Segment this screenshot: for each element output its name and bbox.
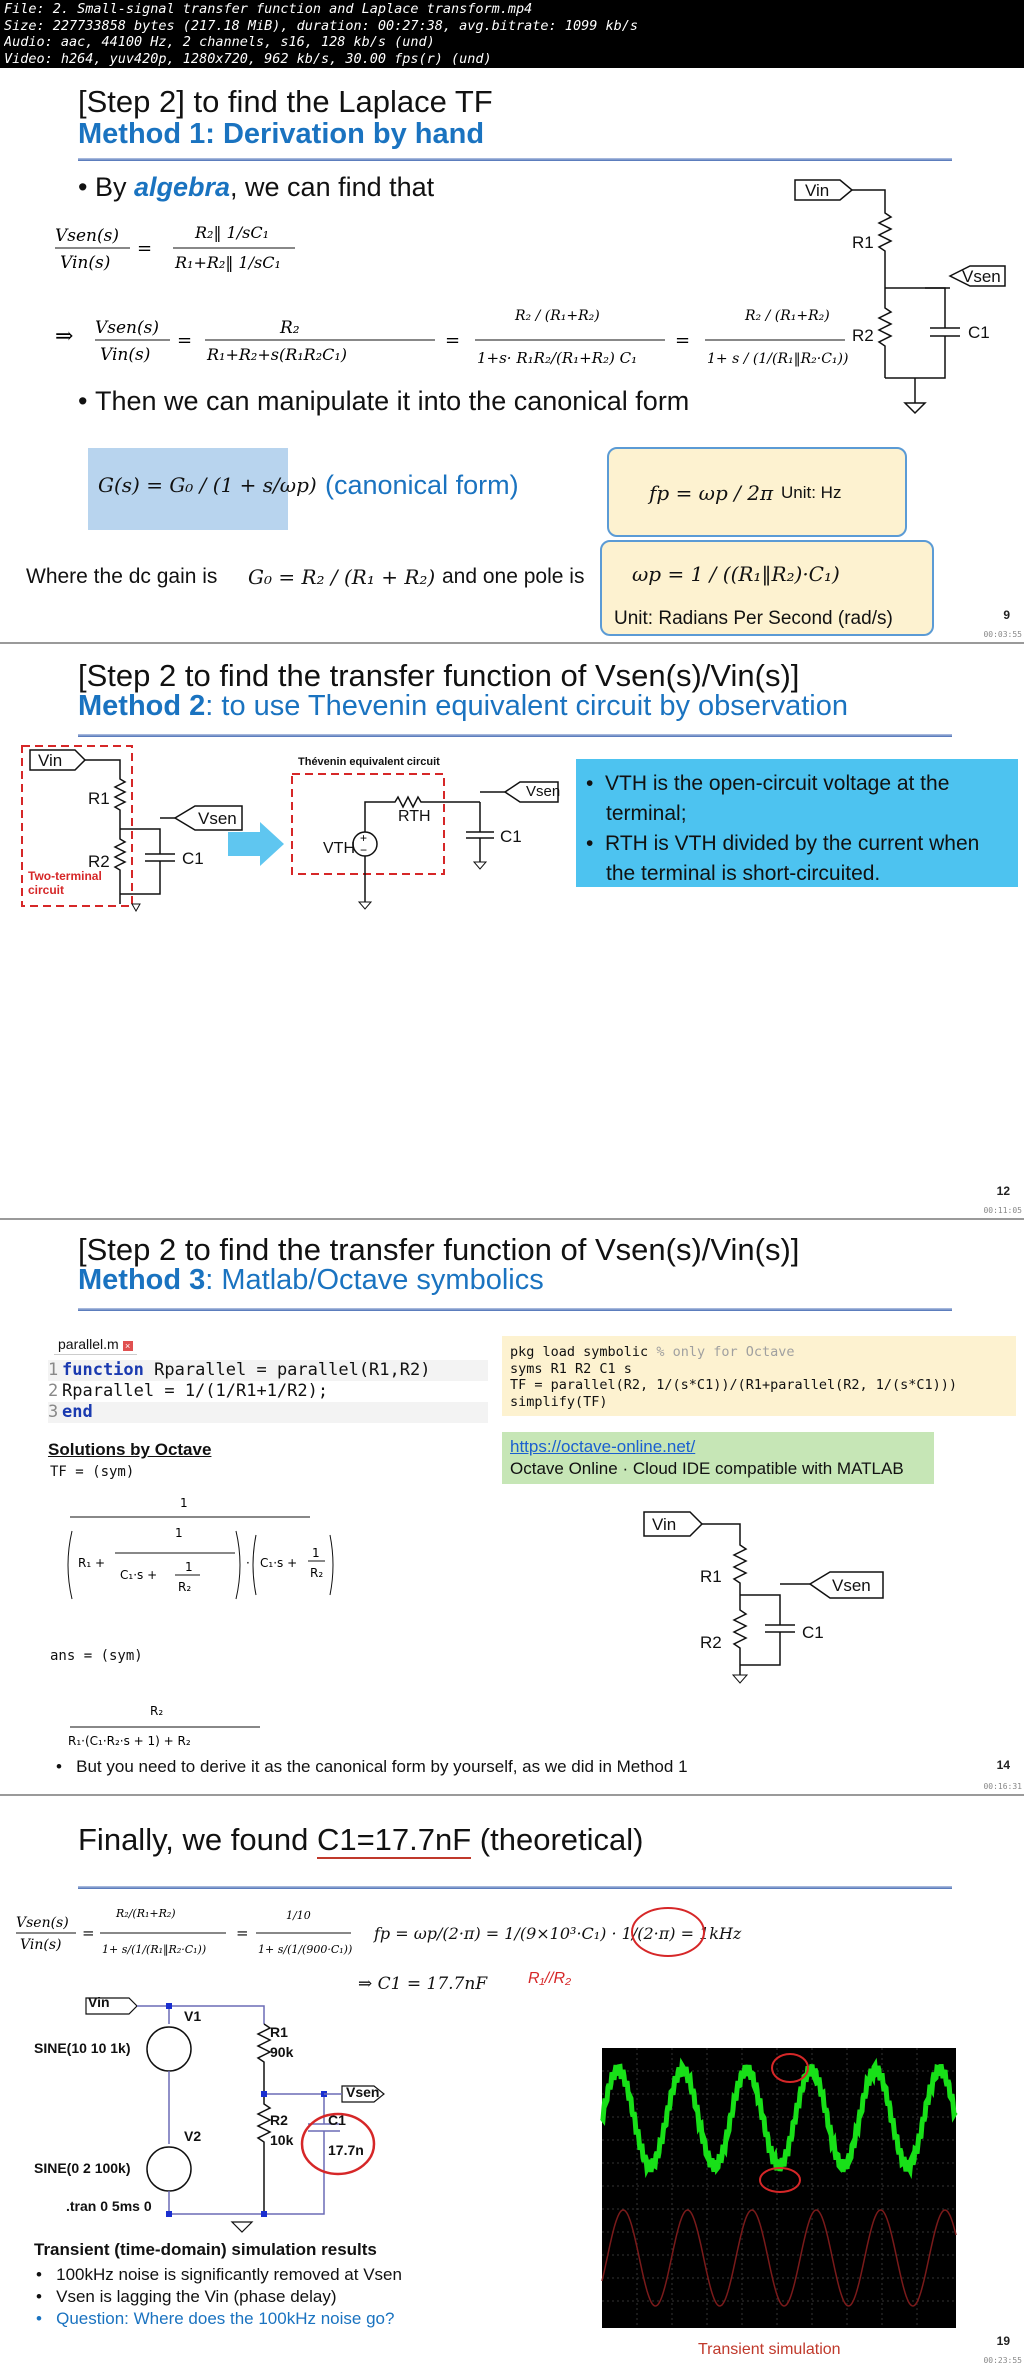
tran-directive: .tran 0 5ms 0 bbox=[66, 2198, 152, 2214]
results-title: Transient (time-domain) simulation results bbox=[34, 2240, 377, 2259]
bullet-text: By bbox=[94, 172, 134, 202]
svg-text:=: = bbox=[445, 330, 461, 351]
timestamp: 00:23:55 bbox=[983, 2356, 1022, 2365]
svg-text:1+ s/(1/(900·C₁)): 1+ s/(1/(900·C₁)) bbox=[258, 1943, 353, 1956]
result-item: • Question: Where does the 100kHz noise go? bbox=[36, 2309, 395, 2328]
line-number: 2 bbox=[48, 1381, 59, 1401]
handwritten-note: R₁//R₂ bbox=[528, 1970, 572, 1987]
fp-box bbox=[607, 447, 907, 537]
result-text: Vsen is lagging the Vin (phase delay) bbox=[56, 2287, 337, 2306]
editor-tab[interactable] bbox=[54, 1336, 137, 1355]
svg-text:Vsen(s): Vsen(s) bbox=[95, 318, 159, 338]
svg-text:R₂: R₂ bbox=[178, 1580, 192, 1594]
subtitle-bold: Method 3 bbox=[78, 1264, 206, 1296]
svg-text:=: = bbox=[236, 1924, 249, 1942]
svg-text:R₁+R₂‖ 1/sC₁: R₁+R₂‖ 1/sC₁ bbox=[175, 253, 281, 272]
highlight-circle bbox=[630, 1904, 710, 1960]
slide-method-2 bbox=[0, 644, 1024, 1218]
svg-text:R1: R1 bbox=[700, 1567, 722, 1586]
svg-text:⇒: ⇒ bbox=[55, 324, 74, 349]
title-text: Finally, we found bbox=[78, 1822, 317, 1857]
editor-tab-label: parallel.m bbox=[58, 1336, 119, 1352]
bullet-text: Then we can manipulate it into the canonical form bbox=[94, 386, 690, 416]
title-text: (theoretical) bbox=[471, 1822, 644, 1857]
bullet-canonical: • Then we can manipulate it into the canonical form bbox=[78, 386, 690, 416]
code-text: Rparallel = 1/(1/R1+1/R2); bbox=[62, 1381, 329, 1401]
octave-line: TF = parallel(R2, 1/(s*C1))/(R1+parallel(R2, 1/(s*C1))) bbox=[510, 1377, 958, 1393]
vin-trace bbox=[602, 2064, 956, 2172]
pole-equation: ωp = 1 / ((R₁‖R₂)·C₁) bbox=[632, 562, 840, 586]
svg-text:R2: R2 bbox=[700, 1633, 722, 1652]
bullet-algebra: • By algebra, we can find that bbox=[78, 172, 435, 202]
code-text: Rparallel = parallel(R1,R2) bbox=[143, 1360, 431, 1380]
sine2-label: SINE(0 2 100k) bbox=[34, 2160, 131, 2176]
c1-label: C1 bbox=[968, 323, 990, 342]
svg-text:R₂ / (R₁+R₂): R₂ / (R₁+R₂) bbox=[745, 308, 830, 324]
svg-text:=: = bbox=[82, 1924, 95, 1942]
v2-label: V2 bbox=[184, 2128, 202, 2144]
subtitle-rest: : Matlab/Octave symbolics bbox=[205, 1264, 544, 1296]
slide-method-1 bbox=[0, 68, 1024, 642]
canonical-form-box bbox=[88, 448, 317, 530]
svg-text:1: 1 bbox=[180, 1496, 188, 1510]
fp-equation: fp = ωp / 2π bbox=[649, 481, 774, 505]
c1-label: C1 bbox=[328, 2112, 346, 2128]
svg-text:R₂‖ 1/sC₁: R₂‖ 1/sC₁ bbox=[195, 223, 269, 242]
svg-text:=: = bbox=[137, 238, 153, 259]
dc-gain-equation: G₀ = R₂ / (R₁ + R₂) bbox=[248, 565, 436, 589]
svg-text:1+ s / (1/(R₁‖R₂·C₁)): 1+ s / (1/(R₁‖R₂·C₁)) bbox=[707, 351, 849, 367]
ans-label: ans = (sym) bbox=[50, 1648, 143, 1664]
octave-comment: % only for Octave bbox=[656, 1344, 795, 1360]
result-item: • 100kHz noise is significantly removed at Vsen bbox=[36, 2265, 402, 2284]
fp-equation: fp = ωp/(2·π) = 1/(9×10³·C₁) · 1/(2·π) = 1kHz bbox=[374, 1924, 742, 1943]
title-rule bbox=[78, 1308, 952, 1311]
equation-1 bbox=[55, 216, 315, 286]
svg-text:R₂: R₂ bbox=[150, 1704, 164, 1718]
definition-text: RTH is VTH divided by the current when the terminal is short-circuited. bbox=[605, 832, 980, 885]
dc-gain-text: Where the dc gain is bbox=[26, 565, 218, 588]
v1-label: V1 bbox=[184, 2008, 202, 2024]
solutions-title: Solutions by Octave bbox=[48, 1440, 212, 1459]
slide-subtitle bbox=[78, 1264, 544, 1297]
r1-label: R1 bbox=[270, 2024, 288, 2040]
svg-text:R₁ +: R₁ + bbox=[78, 1556, 106, 1570]
line-number: 1 bbox=[48, 1360, 59, 1380]
octave-code-text: pkg load symbolic bbox=[510, 1344, 649, 1360]
title-rule bbox=[78, 158, 952, 161]
bullet-note: • But you need to derive it as the canonical form by yourself, as we did in Method 1 bbox=[56, 1757, 688, 1776]
svg-text:1/10: 1/10 bbox=[286, 1909, 311, 1922]
timestamp: 00:03:55 bbox=[983, 630, 1022, 639]
definition-item: • VTH is the open-circuit voltage at the terminal; bbox=[586, 772, 950, 825]
svg-text:Vin: Vin bbox=[652, 1515, 677, 1534]
octave-online-desc: Octave Online · Cloud IDE compatible with MATLAB bbox=[510, 1459, 904, 1478]
results-list bbox=[36, 2264, 402, 2330]
svg-text:R₂ / (R₁+R₂): R₂ / (R₁+R₂) bbox=[515, 308, 600, 324]
subtitle-bold: Method 2 bbox=[78, 690, 206, 722]
result-text: 100kHz noise is significantly removed at Vsen bbox=[56, 2265, 402, 2284]
page-number: 9 bbox=[1003, 608, 1010, 622]
circuit-diagram bbox=[640, 1510, 900, 1690]
octave-line: simplify(TF) bbox=[510, 1393, 608, 1410]
final-equation bbox=[16, 1901, 356, 1981]
octave-code-box bbox=[502, 1336, 1016, 1416]
svg-text:C₁·s +: C₁·s + bbox=[120, 1568, 158, 1582]
canonical-equation: G(s) = G₀ / (1 + s/ωp) bbox=[98, 473, 317, 497]
page-number: 19 bbox=[996, 2334, 1010, 2348]
thevenin-definitions bbox=[576, 759, 1018, 887]
svg-text:Vin(s): Vin(s) bbox=[100, 345, 151, 365]
svg-text:Vsen(s): Vsen(s) bbox=[16, 1915, 69, 1931]
r2-value: 10k bbox=[270, 2132, 294, 2148]
vsen-trace bbox=[602, 2210, 956, 2306]
svg-text:+: + bbox=[360, 831, 368, 845]
slide-title: [Step 2 to find the transfer function of Vsen(s)/Vin(s)] bbox=[78, 1232, 800, 1267]
octave-line bbox=[510, 1344, 1008, 1361]
svg-text:Vsen: Vsen bbox=[832, 1576, 871, 1595]
bullet-emphasis: algebra bbox=[133, 172, 231, 202]
svg-text:R2: R2 bbox=[88, 852, 110, 871]
bullet-text: But you need to derive it as the canonical form by yourself, as we did in Method 1 bbox=[76, 1757, 688, 1776]
r1-value: 90k bbox=[270, 2044, 294, 2060]
octave-online-link[interactable]: https://octave-online.net/ bbox=[510, 1437, 696, 1456]
vin-label: Vin bbox=[88, 1994, 110, 2010]
page-number: 12 bbox=[996, 1184, 1010, 1198]
waveform-plot bbox=[602, 2048, 956, 2328]
definition-item: • RTH is VTH divided by the current when the terminal is short-circuited. bbox=[586, 832, 980, 885]
svg-text:1: 1 bbox=[312, 1546, 320, 1560]
svg-text:=: = bbox=[675, 330, 691, 351]
fp-unit: Unit: Hz bbox=[781, 483, 842, 502]
bullet-text: , we can find that bbox=[230, 172, 435, 202]
circuit-diagram bbox=[790, 178, 1010, 418]
pole-unit: Unit: Radians Per Second (rad/s) bbox=[614, 608, 893, 629]
waveform-svg bbox=[602, 2048, 956, 2328]
svg-text:C₁·s +: C₁·s + bbox=[260, 1556, 298, 1570]
title-rule bbox=[78, 1886, 952, 1889]
octave-online-box bbox=[502, 1432, 934, 1484]
code-keyword: function bbox=[62, 1360, 144, 1380]
svg-text:Vin(s): Vin(s) bbox=[60, 253, 111, 273]
canonical-label: (canonical form) bbox=[325, 470, 519, 500]
vsen-label: Vsen bbox=[962, 267, 1001, 286]
vsen-label: Vsen bbox=[346, 2084, 380, 2100]
svg-text:Vsen: Vsen bbox=[198, 809, 237, 828]
svg-text:·: · bbox=[246, 1556, 250, 1570]
svg-text:R₁+R₂+s(R₁R₂C₁): R₁+R₂+s(R₁R₂C₁) bbox=[207, 345, 348, 364]
svg-text:Vsen(s): Vsen(s) bbox=[55, 226, 119, 246]
result-item: • Vsen is lagging the Vin (phase delay) bbox=[36, 2287, 337, 2306]
c1-value: 17.7n bbox=[328, 2142, 364, 2158]
svg-text:R₂: R₂ bbox=[280, 318, 300, 338]
svg-text:R₂/(R₁+R₂): R₂/(R₁+R₂) bbox=[116, 1907, 176, 1920]
close-icon[interactable]: × bbox=[123, 1341, 133, 1351]
pole-text: and one pole is bbox=[442, 565, 585, 588]
svg-text:−: − bbox=[360, 843, 368, 857]
symbolic-result bbox=[60, 1495, 340, 1794]
sine1-label: SINE(10 10 1k) bbox=[34, 2040, 131, 2056]
slide-title: [Step 2 to find the transfer function of Vsen(s)/Vin(s)] bbox=[78, 658, 800, 693]
slide-subtitle: Method 1: Derivation by hand bbox=[78, 118, 485, 150]
svg-text:C1: C1 bbox=[802, 1623, 824, 1642]
svg-text:R1: R1 bbox=[88, 789, 110, 808]
svg-text:=: = bbox=[177, 330, 193, 351]
file-info-header bbox=[0, 0, 1024, 68]
title-rule bbox=[78, 734, 952, 737]
svg-text:1+ s/(1/(R₁‖R₂·C₁)): 1+ s/(1/(R₁‖R₂·C₁)) bbox=[102, 1943, 207, 1956]
file-info-line: Audio: aac, 44100 Hz, 2 channels, s16, 128 kb/s (und) bbox=[4, 34, 435, 50]
tf-label: TF = (sym) bbox=[50, 1464, 135, 1480]
svg-text:C1: C1 bbox=[182, 849, 204, 868]
subtitle-rest: : to use Thevenin equivalent circuit by observation bbox=[205, 690, 848, 722]
thevenin-label: Thévenin equivalent circuit bbox=[298, 756, 440, 768]
vth-label: VTH bbox=[323, 840, 355, 857]
r1-label: R1 bbox=[852, 233, 874, 252]
svg-text:Vin: Vin bbox=[38, 751, 63, 770]
slide-title bbox=[78, 1822, 643, 1858]
c1-label: C1 bbox=[500, 827, 522, 846]
file-info-line: Video: h264, yuv420p, 1280x720, 962 kb/s, 30.00 fps(r) (und) bbox=[4, 50, 492, 67]
code-line bbox=[48, 1360, 488, 1381]
annotation-circle bbox=[760, 2168, 800, 2192]
slide-method-3 bbox=[0, 1220, 1024, 1794]
code-line bbox=[48, 1381, 488, 1402]
vin-label: Vin bbox=[805, 181, 830, 200]
svg-text:1+s· R₁R₂/(R₁+R₂) C₁: 1+s· R₁R₂/(R₁+R₂) C₁ bbox=[477, 349, 638, 367]
arrow-icon bbox=[228, 822, 286, 866]
svg-text:R₁·(C₁·R₂·s + 1) + R₂: R₁·(C₁·R₂·s + 1) + R₂ bbox=[68, 1734, 191, 1748]
file-info-line: Size: 227733858 bytes (217.18 MiB), duration: 00:27:38, avg.bitrate: 1099 kb/s bbox=[4, 17, 638, 34]
svg-text:1: 1 bbox=[175, 1526, 183, 1540]
two-terminal-label: Two-terminal circuit bbox=[28, 869, 102, 897]
page-number: 14 bbox=[996, 1758, 1010, 1772]
r2-label: R2 bbox=[270, 2112, 288, 2128]
code-editor bbox=[48, 1336, 488, 1436]
timestamp: 00:11:05 bbox=[983, 1206, 1022, 1215]
slide-final bbox=[0, 1796, 1024, 2369]
equation-2 bbox=[55, 308, 855, 388]
slide-title: [Step 2] to find the Laplace TF bbox=[78, 84, 493, 119]
result-text: Question: Where does the 100kHz noise go? bbox=[56, 2309, 395, 2328]
pole-box bbox=[600, 540, 934, 636]
svg-text:R₂: R₂ bbox=[310, 1566, 324, 1580]
rth-label: RTH bbox=[398, 808, 431, 825]
definition-text: VTH is the open-circuit voltage at the terminal; bbox=[605, 772, 950, 825]
svg-text:Vin(s): Vin(s) bbox=[20, 1937, 62, 1953]
octave-line: syms R1 R2 C1 s bbox=[510, 1360, 632, 1377]
code-lines bbox=[48, 1360, 488, 1423]
svg-text:1: 1 bbox=[185, 1560, 193, 1574]
slide-subtitle bbox=[78, 690, 848, 723]
timestamp: 00:16:31 bbox=[983, 1782, 1022, 1791]
line-number: 3 bbox=[48, 1402, 59, 1422]
file-info-line: File: 2. Small-signal transfer function and Laplace transform.mp4 bbox=[4, 1, 533, 17]
vsen-label: Vsen bbox=[526, 783, 561, 800]
c1-result: ⇒ C1 = 17.7nF bbox=[358, 1974, 488, 1994]
r2-label: R2 bbox=[852, 326, 874, 345]
sim-caption: Transient simulation bbox=[698, 2341, 841, 2358]
code-line bbox=[48, 1402, 488, 1423]
code-keyword: end bbox=[62, 1402, 93, 1422]
title-highlight: C1=17.7nF bbox=[316, 1822, 472, 1857]
